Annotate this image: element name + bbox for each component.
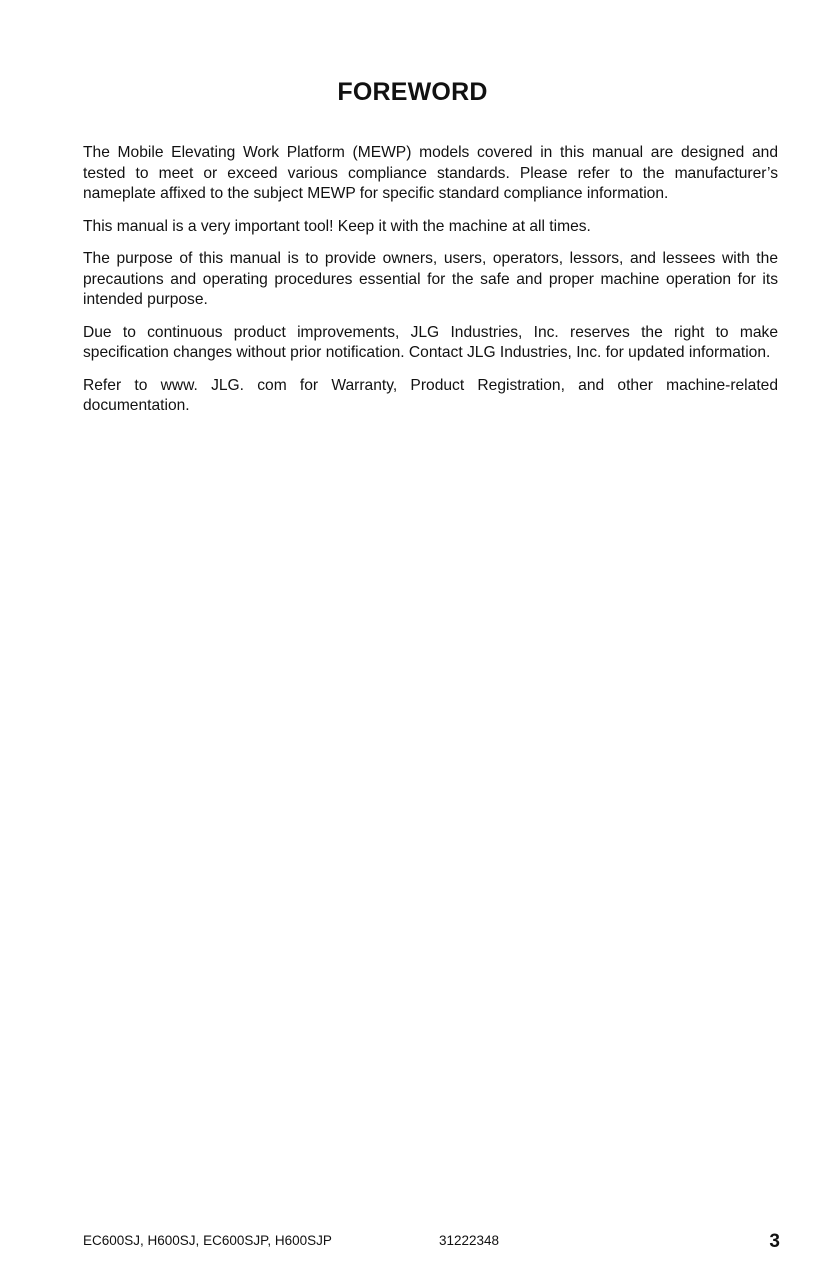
page-number: 3 bbox=[769, 1231, 780, 1252]
paragraph-purpose: The purpose of this manual is to provide owners, users, operators, lessors, and lessees with the precautions and operating procedures essential for the safe and proper machine operation for its intended purpose. bbox=[83, 250, 778, 308]
footer-doc-number: 31222348 bbox=[439, 1233, 500, 1248]
foreword-body bbox=[83, 143, 778, 429]
page-footer bbox=[83, 1231, 780, 1255]
paragraph-website: Refer to www. JLG. com for Warranty, Product Registration, and other machine-related documentation. bbox=[83, 376, 778, 414]
paragraph-important-tool: This manual is a very important tool! Keep it with the machine at all times. bbox=[83, 217, 591, 235]
page-title: FOREWORD bbox=[337, 78, 488, 106]
paragraph-improvements: Due to continuous product improvements, JLG Industries, Inc. reserves the right to make specification changes without prior notification. Contact JLG Industries, Inc. for updated information. bbox=[83, 323, 778, 361]
paragraph-compliance: The Mobile Elevating Work Platform (MEWP) models covered in this manual are designed and tested to meet or exceed various compliance standards. Please refer to the manufacturer’s nameplate affixed to the subject MEWP for specific standard compliance information. bbox=[83, 144, 778, 202]
footer-models: EC600SJ, H600SJ, EC600SJP, H600SJP bbox=[83, 1233, 332, 1248]
